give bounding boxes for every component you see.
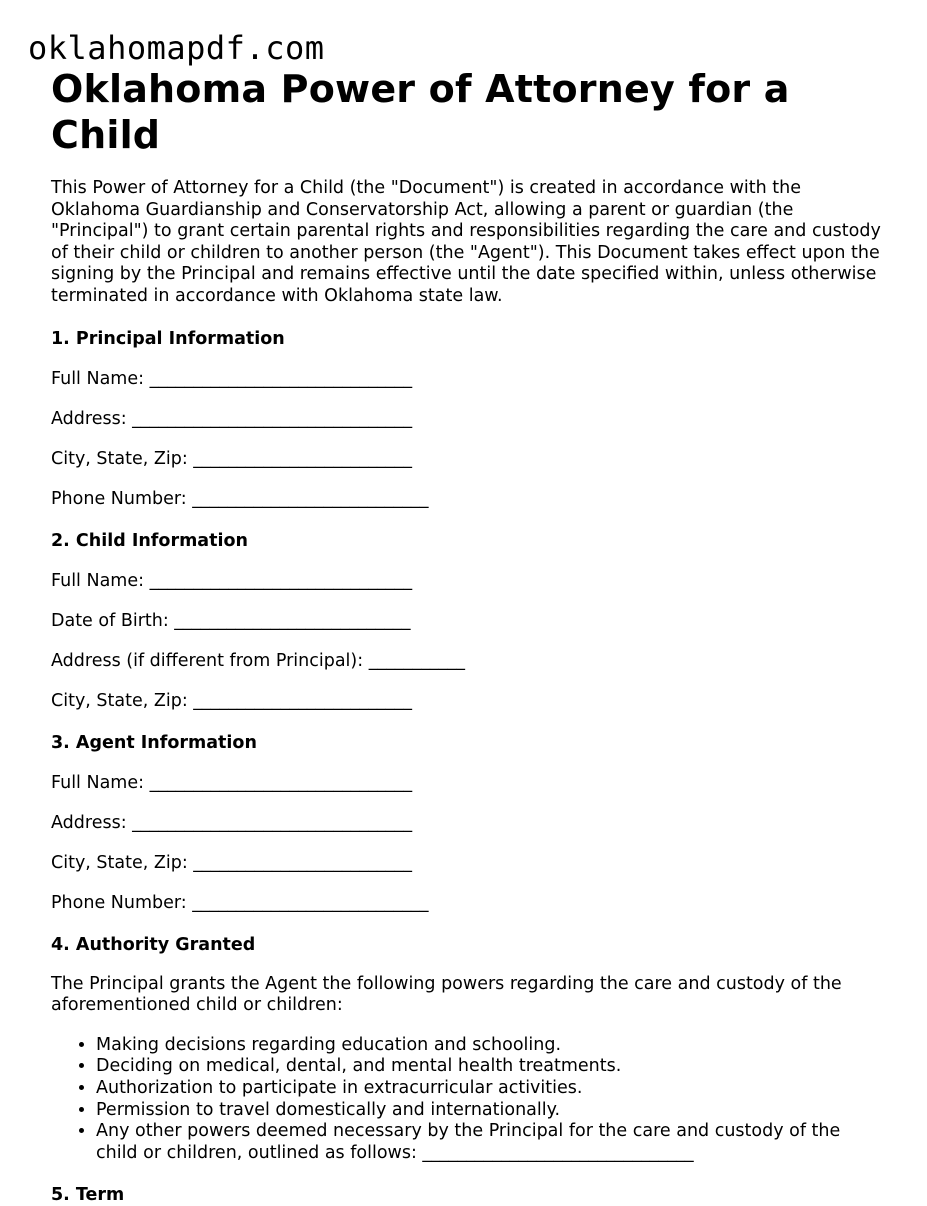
agent-address-field[interactable]: Address: ________________________________: [51, 812, 413, 833]
section-heading-principal: 1. Principal Information: [51, 328, 285, 349]
power-list-item-other[interactable]: • Any other powers deemed necessary by the Principal for the care and custody of the child or children, outlined as follows: _______________________________: [96, 1121, 881, 1164]
document-title: Oklahoma Power of Attorney for a Child: [51, 67, 790, 157]
power-list-item: • Authorization to participate in extracurricular activities.: [96, 1078, 881, 1100]
document-page: [51, 66, 881, 1206]
power-list-item: • Making decisions regarding education and schooling.: [96, 1035, 881, 1057]
principal-city-state-zip-field[interactable]: City, State, Zip: _________________________: [51, 448, 413, 469]
child-date-of-birth-field[interactable]: Date of Birth: ___________________________: [51, 610, 411, 631]
principal-address-field[interactable]: Address: ________________________________: [51, 408, 413, 429]
agent-full-name-field[interactable]: Full Name: ______________________________: [51, 772, 413, 793]
intro-paragraph: This Power of Attorney for a Child (the "Document") is created in accordance with the Oklahoma Guardianship and Conservatorship Act, allowing a parent or guardian (the "Principal") to grant certain parental rights and responsibilities regarding the care and custody of their child or children to another person (the "Agent"). This Document takes effect upon the signing by the Principal and remains effective until the date specified within, unless otherwise terminated in accordance with Oklahoma state law.: [51, 178, 881, 306]
principal-phone-field[interactable]: Phone Number: ___________________________: [51, 488, 429, 509]
principal-full-name-field[interactable]: Full Name: ______________________________: [51, 368, 413, 389]
section-heading-agent: 3. Agent Information: [51, 732, 257, 753]
child-address-field[interactable]: Address (if different from Principal): ___________: [51, 650, 465, 671]
agent-city-state-zip-field[interactable]: City, State, Zip: _________________________: [51, 852, 413, 873]
section-heading-term: 5. Term: [51, 1185, 125, 1206]
powers-list: [51, 1035, 881, 1165]
site-watermark: oklahomapdf.com: [28, 29, 325, 67]
child-full-name-field[interactable]: Full Name: ______________________________: [51, 570, 413, 591]
power-list-item: • Permission to travel domestically and internationally.: [96, 1100, 881, 1122]
authority-paragraph: The Principal grants the Agent the following powers regarding the care and custody of the aforementioned child or children:: [51, 973, 842, 1016]
section-heading-authority: 4. Authority Granted: [51, 934, 256, 955]
power-list-item: • Deciding on medical, dental, and mental health treatments.: [96, 1056, 881, 1078]
child-city-state-zip-field[interactable]: City, State, Zip: _________________________: [51, 690, 413, 711]
agent-phone-field[interactable]: Phone Number: ___________________________: [51, 892, 429, 913]
section-heading-child: 2. Child Information: [51, 530, 248, 551]
